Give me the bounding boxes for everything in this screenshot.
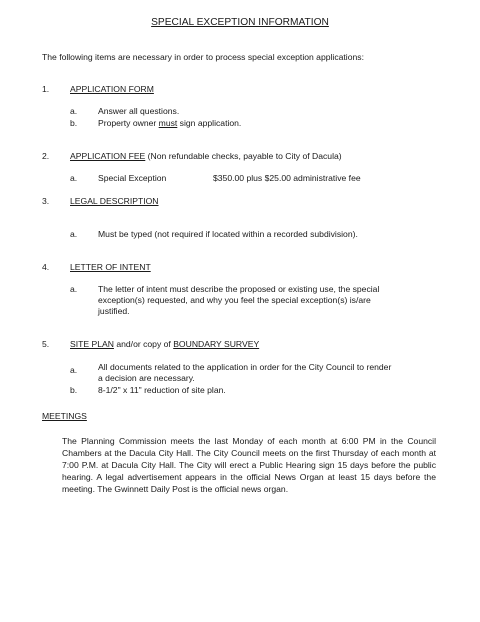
- section-5-item-a-line-1: All documents related to the application in order for the City Council to render: [98, 362, 392, 372]
- section-2-item-a-text: Special Exception: [98, 173, 167, 183]
- intro-text: The following items are necessary in order to process special exception applications:: [42, 52, 364, 62]
- section-3-item-a-text: Must be typed (not required if located within a recorded subdivision).: [98, 229, 358, 239]
- section-2-number: 2.: [42, 151, 50, 161]
- section-5-number: 5.: [42, 339, 50, 349]
- document-title: SPECIAL EXCEPTION INFORMATION: [151, 17, 329, 28]
- section-5-heading: SITE PLAN and/or copy of BOUNDARY SURVEY: [70, 339, 260, 349]
- section-3-heading: LEGAL DESCRIPTION: [70, 196, 159, 206]
- section-4-item-a-line-2: exception(s) requested, and why you feel the special exception(s) is/are: [98, 295, 371, 305]
- section-3-number: 3.: [42, 196, 50, 206]
- section-4-heading: LETTER OF INTENT: [70, 262, 151, 272]
- section-2-item-a-letter: a.: [70, 173, 78, 183]
- section-3-item-a-letter: a.: [70, 229, 78, 239]
- section-2-fee-amount: $350.00 plus $25.00 administrative fee: [213, 173, 361, 183]
- section-1-item-a-text: Answer all questions.: [98, 106, 180, 116]
- section-2-heading: APPLICATION FEE (Non refundable checks, payable to City of Dacula): [70, 151, 342, 161]
- section-5-item-a-line-2: a decision are necessary.: [98, 373, 195, 383]
- meetings-paragraph: The Planning Commission meets the last Monday of each month at 6:00 PM in the Council Chambers at the Dacula City Hall. The City Council meets on the first Thursday of each month at 7:00 P.M. at Dacula City Hall. The City will erect a Public Hearing sign 15 days before the public hearing. A legal advertisement appears in the official News Organ at least 15 days before the meeting. The Gwinnett Daily Post is the official news organ.: [62, 436, 436, 494]
- section-1-heading: APPLICATION FORM: [70, 84, 154, 94]
- section-4-number: 4.: [42, 262, 50, 272]
- section-1-number: 1.: [42, 84, 50, 94]
- section-5-item-b-text: 8-1/2" x 11" reduction of site plan.: [98, 385, 226, 395]
- section-5-item-a-letter: a.: [70, 365, 78, 375]
- meetings-heading: MEETINGS: [42, 411, 87, 421]
- section-5-item-b-letter: b.: [70, 385, 78, 395]
- section-4-item-a-line-1: The letter of intent must describe the proposed or existing use, the special: [98, 284, 380, 294]
- section-1-item-b-letter: b.: [70, 118, 78, 128]
- section-1-item-a-letter: a.: [70, 106, 78, 116]
- section-4-item-a-letter: a.: [70, 284, 78, 294]
- section-4-item-a-line-3: justified.: [98, 306, 130, 316]
- section-1-item-b-text: Property owner must sign application.: [98, 118, 242, 128]
